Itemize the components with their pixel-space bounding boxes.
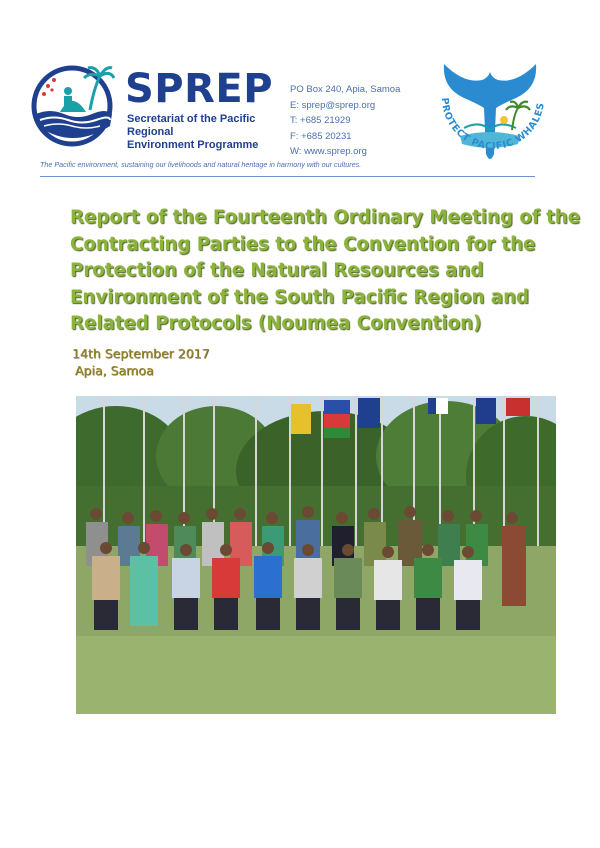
tagline: The Pacific environment, sustaining our livelihoods and natural heritage in harmony with our cultures. — [40, 160, 362, 169]
group-photo-illustration — [76, 396, 556, 714]
contact-address: PO Box 240, Apia, Samoa — [290, 84, 401, 95]
contact-email[interactable]: E: sprep@sprep.org — [290, 99, 376, 111]
meeting-date: 14th September 2017 — [72, 346, 210, 361]
meeting-location: Apia, Samoa — [75, 363, 154, 378]
title-line: Report of the Fourteenth Ordinary Meeting of the — [70, 207, 581, 228]
group-photo — [76, 396, 556, 714]
title-line: Protection of the Natural Resources and — [70, 260, 484, 281]
title-line: Environment of the South Pacific Region and — [70, 286, 530, 308]
contact-block — [290, 82, 400, 160]
title-line: Related Protocols (Noumea Convention) — [70, 313, 482, 334]
contact-phone: T: +685 21929 — [290, 115, 351, 126]
report-title — [70, 205, 581, 338]
org-full-name — [127, 113, 277, 152]
header-divider — [40, 176, 535, 177]
contact-fax: F: +685 20231 — [290, 130, 352, 142]
whale-campaign-logo — [424, 58, 556, 170]
meeting-date-location — [72, 345, 210, 379]
whale-tail-icon — [424, 58, 556, 170]
contact-web[interactable]: W: www.sprep.org — [290, 146, 367, 157]
title-line: Contracting Parties to the Convention for the — [70, 233, 536, 255]
whale-logo-text: PROTECT PACIFIC WHALES — [438, 97, 547, 153]
sprep-logo — [30, 64, 274, 151]
org-full-name-line2: Environment Programme — [127, 139, 259, 151]
org-acronym: SPREP — [125, 66, 274, 112]
org-full-name-line1: Secretariat of the Pacific Regional — [127, 113, 256, 138]
sprep-emblem-icon — [30, 64, 120, 148]
